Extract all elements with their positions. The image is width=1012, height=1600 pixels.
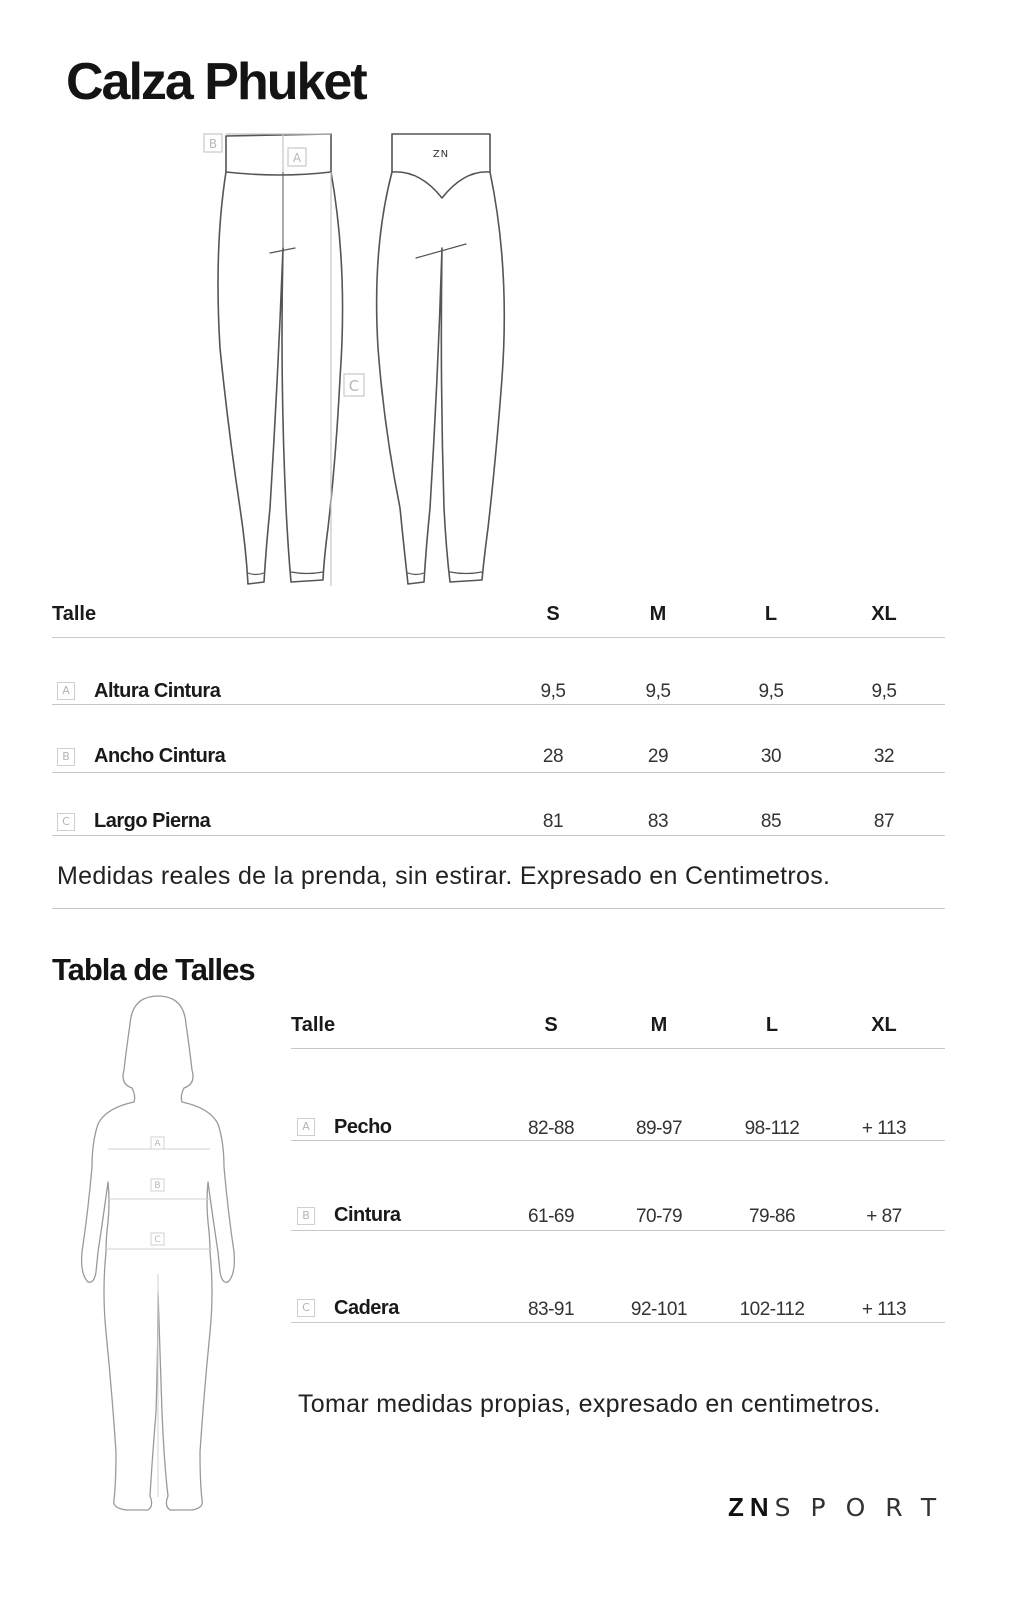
garment-size-l: L <box>764 603 778 625</box>
table-cell: 28 <box>542 746 564 767</box>
row-badge-c: C <box>57 813 75 831</box>
divider <box>291 1230 945 1231</box>
table-cell: 83 <box>647 811 669 832</box>
divider <box>52 772 945 773</box>
table-cell: 30 <box>760 746 782 767</box>
figure-label-c: C <box>154 1235 161 1245</box>
section-title: Tabla de Talles <box>52 952 255 987</box>
table-cell: 9,5 <box>758 681 784 702</box>
divider <box>291 1322 945 1323</box>
body-figure <box>76 992 241 1517</box>
table-cell: 32 <box>873 746 895 767</box>
leggings-back-outline <box>377 134 505 584</box>
divider <box>52 908 945 909</box>
diagram-label-b: B <box>208 137 218 151</box>
chart-size-m: M <box>650 1014 668 1036</box>
diagram-label-a: A <box>292 151 302 165</box>
row-badge-a: A <box>297 1118 315 1136</box>
row-label-cadera: Cadera <box>334 1297 399 1319</box>
leggings-front-outline <box>218 134 343 584</box>
divider <box>52 835 945 836</box>
divider <box>291 1048 945 1049</box>
diagram-badges <box>204 134 364 396</box>
row-badge-b: B <box>297 1207 315 1225</box>
row-badge-b: B <box>57 748 75 766</box>
row-label-largo-pierna: Largo Pierna <box>94 810 211 832</box>
chart-size-xl: XL <box>871 1014 897 1036</box>
diagram-label-c: C <box>348 377 360 395</box>
garment-size-s: S <box>546 603 560 625</box>
table-cell: 92-101 <box>630 1299 688 1320</box>
table-cell: 61-69 <box>527 1206 575 1227</box>
table-cell: + 87 <box>866 1206 902 1227</box>
table-cell: 81 <box>542 811 564 832</box>
garment-size-m: M <box>649 603 667 625</box>
table-cell: 83-91 <box>527 1299 575 1320</box>
table-cell: 89-97 <box>635 1118 683 1139</box>
table-cell: 87 <box>873 811 895 832</box>
row-badge-a: A <box>57 682 75 700</box>
garment-size-xl: XL <box>871 603 897 625</box>
garment-note: Medidas reales de la prenda, sin estirar. Expresado en Centimetros. <box>57 862 831 890</box>
garment-table-header: Talle <box>52 603 97 625</box>
table-cell: 9,5 <box>540 681 566 702</box>
row-badge-c: C <box>297 1299 315 1317</box>
row-label-cintura: Cintura <box>334 1204 401 1226</box>
row-label-altura-cintura: Altura Cintura <box>94 680 221 702</box>
size-table-header: Talle <box>291 1014 336 1036</box>
figure-label-a: A <box>154 1139 161 1149</box>
row-label-ancho-cintura: Ancho Cintura <box>94 745 226 767</box>
table-cell: 85 <box>760 811 782 832</box>
divider <box>52 637 945 638</box>
leggings-diagram <box>190 128 530 593</box>
table-cell: 29 <box>647 746 669 767</box>
brand-logo <box>728 1492 956 1523</box>
size-chart-note: Tomar medidas propias, expresado en centimetros. <box>298 1390 881 1418</box>
divider <box>52 704 945 705</box>
table-cell: 9,5 <box>645 681 671 702</box>
waistband-logo: ZN <box>432 149 450 160</box>
table-cell: 102-112 <box>739 1299 805 1320</box>
chart-size-s: S <box>544 1014 558 1036</box>
brand-mark: ZN <box>728 1492 775 1522</box>
row-label-pecho: Pecho <box>334 1116 392 1138</box>
table-cell: + 113 <box>861 1118 907 1139</box>
page-title: Calza Phuket <box>66 53 366 111</box>
figure-label-b: B <box>154 1181 161 1191</box>
table-cell: + 113 <box>861 1299 907 1320</box>
figure-badges <box>151 1137 164 1245</box>
chart-size-l: L <box>765 1014 779 1036</box>
brand-word: SPORT <box>774 1493 957 1522</box>
table-cell: 79-86 <box>748 1206 796 1227</box>
table-cell: 82-88 <box>527 1118 575 1139</box>
divider <box>291 1140 945 1141</box>
table-cell: 9,5 <box>871 681 897 702</box>
table-cell: 98-112 <box>744 1118 800 1139</box>
table-cell: 70-79 <box>635 1206 683 1227</box>
